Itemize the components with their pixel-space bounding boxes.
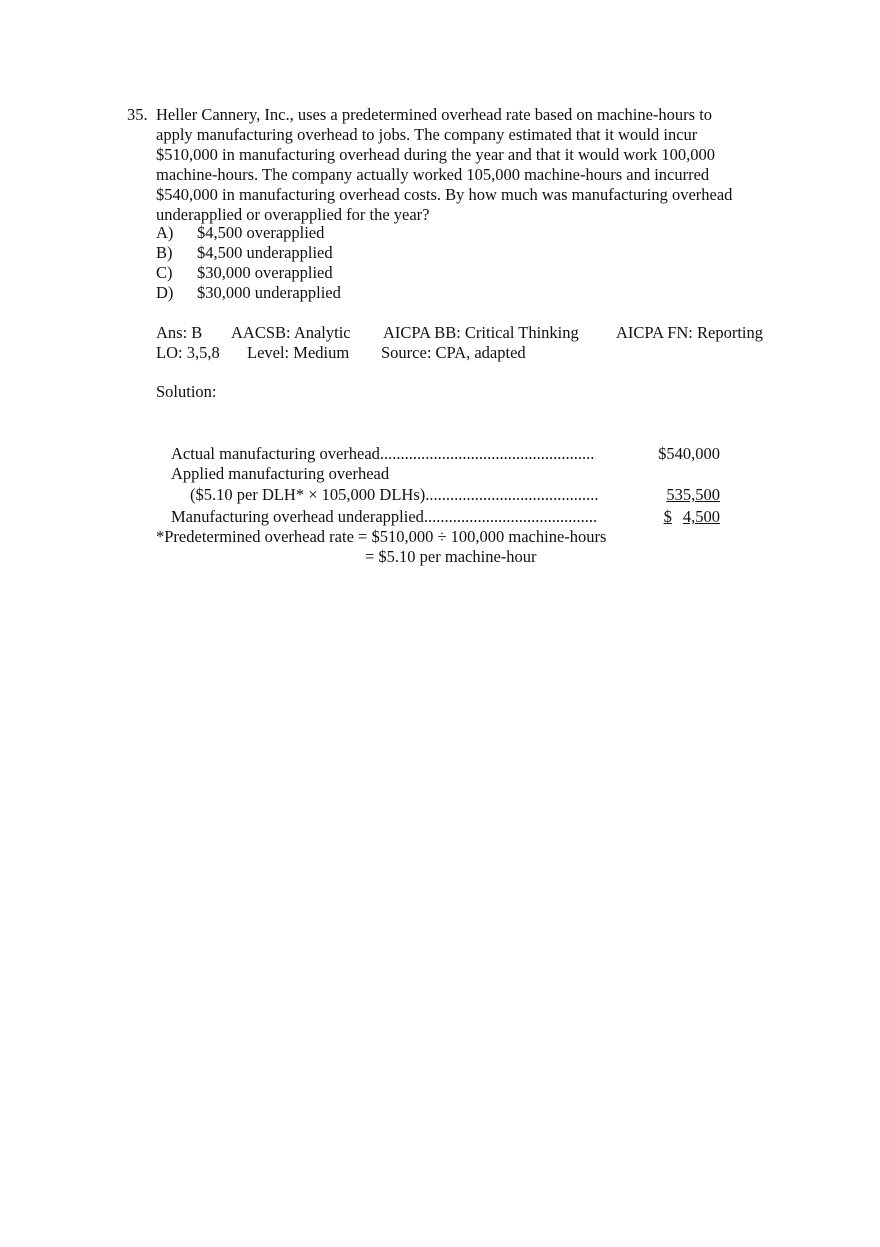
option-letter: D) bbox=[156, 283, 174, 302]
learning-objective: LO: 3,5,8 bbox=[156, 343, 220, 362]
underapplied-label: Manufacturing overhead underapplied.......................................... bbox=[171, 507, 598, 526]
option-c bbox=[156, 263, 341, 283]
aacsb-tag: AACSB: Analytic bbox=[231, 323, 351, 342]
rate-calculation-line-2: = $5.10 per machine-hour bbox=[365, 547, 537, 566]
applied-overhead-amount: 535,500 bbox=[666, 485, 720, 504]
option-text: $30,000 underapplied bbox=[197, 283, 341, 302]
applied-overhead-label: Applied manufacturing overhead bbox=[171, 464, 390, 483]
question-line: Heller Cannery, Inc., uses a predetermined overhead rate based on machine-hours to bbox=[156, 105, 713, 124]
applied-overhead-detail: ($5.10 per DLH* × 105,000 DLHs).......................................... bbox=[190, 485, 599, 504]
answer-key: Ans: B bbox=[156, 323, 203, 342]
question-text bbox=[156, 105, 776, 225]
option-letter: C) bbox=[156, 263, 173, 282]
option-text: $4,500 underapplied bbox=[197, 243, 333, 262]
option-letter: A) bbox=[156, 223, 174, 242]
question-line: underapplied or overapplied for the year? bbox=[156, 205, 430, 224]
question-line: $540,000 in manufacturing overhead costs. By how much was manufacturing overhead bbox=[156, 185, 733, 204]
option-letter: B) bbox=[156, 243, 173, 262]
actual-overhead-amount: $540,000 bbox=[658, 444, 720, 463]
question-line: apply manufacturing overhead to jobs. The company estimated that it would incur bbox=[156, 125, 698, 144]
option-d bbox=[156, 283, 341, 303]
option-text: $30,000 overapplied bbox=[197, 263, 333, 282]
answer-options bbox=[156, 223, 341, 303]
underapplied-value: 4,500 bbox=[682, 507, 720, 526]
question-number: 35. bbox=[127, 105, 148, 124]
underapplied-amount bbox=[664, 507, 720, 527]
option-b bbox=[156, 243, 341, 263]
rate-calculation-line-1: *Predetermined overhead rate = $510,000 ÷ 100,000 machine-hours bbox=[156, 527, 607, 546]
solution-heading: Solution: bbox=[156, 382, 217, 401]
dollar-sign: $ bbox=[663, 507, 672, 526]
question-source: Source: CPA, adapted bbox=[381, 343, 526, 362]
actual-overhead-label: Actual manufacturing overhead.................................................... bbox=[171, 444, 595, 463]
difficulty-level: Level: Medium bbox=[247, 343, 350, 362]
question-line: machine-hours. The company actually worked 105,000 machine-hours and incurred bbox=[156, 165, 710, 184]
question-line: $510,000 in manufacturing overhead during the year and that it would work 100,000 bbox=[156, 145, 716, 164]
aicpa-fn-tag: AICPA FN: Reporting bbox=[616, 323, 764, 342]
aicpa-bb-tag: AICPA BB: Critical Thinking bbox=[383, 323, 579, 342]
option-a bbox=[156, 223, 341, 243]
option-text: $4,500 overapplied bbox=[197, 223, 325, 242]
